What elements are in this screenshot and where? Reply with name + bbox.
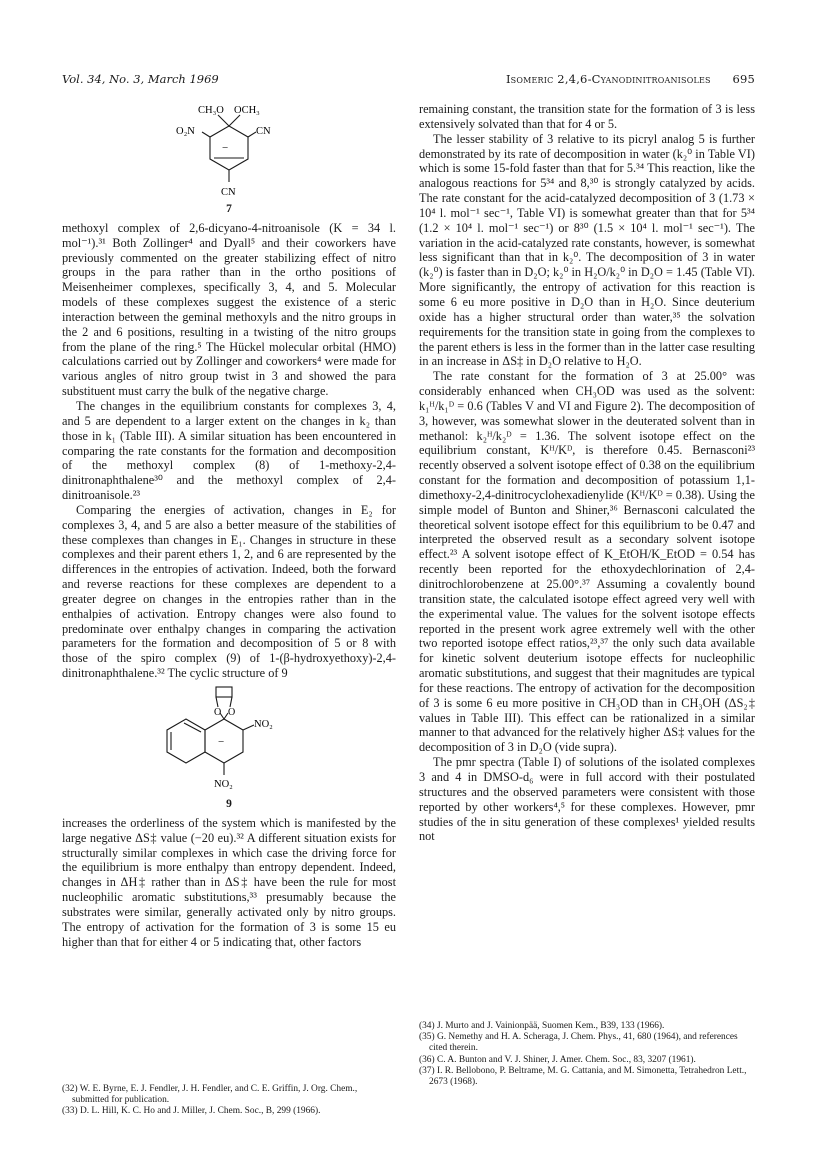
- substituent-o2n: O₂N: [176, 126, 195, 137]
- paragraph: The changes in the equilibrium constants for complexes 3, 4, and 5 are dependent to a larger extent on the changes in k₂ than those in k₁ (Table III). A similar situation has been encountered in comparing the rate constants for the formation and decomposition of the methoxyl complex (8) of 1-methoxy-2,4-dinitronaphthalene³⁰ and the methoxyl complex of 2,4-dinitroanisole.²³: [62, 398, 396, 503]
- footnote: (37) I. R. Bellobono, P. Beltrame, M. G. Cattania, and M. Simonetta, Tetrahedron Lett., 2673 (1968).: [419, 1065, 747, 1088]
- header-right: [506, 72, 755, 86]
- footnote: (32) W. E. Byrne, E. J. Fendler, J. H. Fendler, and C. E. Griffin, J. Org. Chem., submitted for publication.: [62, 1084, 358, 1106]
- svg-text:−: −: [222, 142, 229, 154]
- substituent-no2-ortho: NO₂: [254, 719, 273, 730]
- article-title: Isomeric 2,4,6-Cyanodinitroanisoles: [505, 72, 711, 86]
- left-footnotes: [62, 1084, 396, 1118]
- svg-text:−: −: [218, 736, 225, 748]
- footnote: (35) G. Nemethy and H. A. Scheraga, J. Chem. Phys., 41, 680 (1964), and references cited therein.: [419, 1032, 738, 1054]
- right-column: [419, 102, 755, 844]
- running-header: [62, 72, 755, 90]
- paragraph: remaining constant, the transition state for the formation of 3 is less extensively solvated than that for 4 or 5.: [419, 102, 755, 131]
- paragraph: Comparing the energies of activation, changes in E₂ for complexes 3, 4, and 5 are also a better measure of the stabilities of these complexes than changes in E₁. Changes in structure in these complexes and their parent ethers 1, 2, and 6 are represented by the differences in the entropies of activation. Indeed, both the forward and reverse reactions for these complexes are dependent to a greater degree on changes in the entropies rather than in the enthalpies of activation. Entropy changes were also found to predominate over enthalpy changes in comparing the activation parameters for the formation and decomposition of 5 or 8 with those of the spiro complex (9) of 1-(β-hydroxyethoxy)-2,4-dinitronaphthalene.³² The cyclic structure of 9: [62, 502, 396, 681]
- paragraph: methoxyl complex of 2,6-dicyano-4-nitroanisole (K = 34 l. mol⁻¹).³¹ Both Zollinger⁴ and Dyall⁵ and their coworkers have previously commented on the greater stabilizing effect of nitro groups in the para rather than in the ortho positions of Meisenheimer complexes, specifically 3, 4, and 5. Molecular models of these complexes suggest the existence of a steric interaction between the geminal methoxyls and the nitro groups in the 2 and 6 positions, resulting in a twisting of the nitro groups from the plane of the ring.⁵ The Hückel molecular orbital (HMO) calculations carried out by Zollinger and coworkers⁴ were made for various angles of nitro group twist in 3 and showed the para substituent must carry the bulk of the negative charge.: [62, 220, 396, 399]
- paragraph: increases the orderliness of the system which is manifested by the large negative ΔS‡ value (−20 eu).³² A different situation exists for structurally similar complexes in which case the driving force for the equilibrium is more enthalpy than entropy dependent. Indeed, changes in ΔH‡ rather than in ΔS‡ have been the rule for most nucleophilic aromatic substitutions,³³ presumably because the substrates were similar, generally activated only by nitro groups. The entropy of activation for the formation of 3 is some 15 eu higher than that for either 4 or 5 indicating that, other factors: [62, 815, 396, 949]
- page-number: 695: [732, 72, 755, 86]
- svg-text:O: O: [228, 707, 236, 718]
- substituent-ch3o: CH₃O: [198, 105, 224, 116]
- structure-7-label: 7: [226, 203, 232, 215]
- substituent-cn-para: CN: [221, 187, 236, 198]
- substituent-no2-para: NO₂: [214, 779, 233, 790]
- footnote: (34) J. Murto and J. Vainionpää, Suomen Kem., B39, 133 (1966).: [419, 1021, 665, 1031]
- footnote: (33) D. L. Hill, K. C. Ho and J. Miller, J. Chem. Soc., B, 299 (1966).: [62, 1106, 321, 1117]
- journal-volume: Vol. 34, No. 3, March 1969: [62, 72, 219, 86]
- footnote: (36) C. A. Bunton and V. J. Shiner, J. Amer. Chem. Soc., 83, 3207 (1961).: [419, 1054, 696, 1065]
- svg-text:O: O: [214, 707, 222, 718]
- structure-9-label: 9: [226, 798, 232, 810]
- paragraph: The pmr spectra (Table I) of solutions of the isolated complexes 3 and 4 in DMSO-d₆ were in full accord with their postulated structures and the observed parameters were consistent with those reported by other workers⁴,⁵ for these complexes. However, pmr studies of the in situ generation of these complexes¹ yielded results not: [419, 755, 755, 844]
- structure-9: [154, 685, 304, 797]
- structure-7: [164, 102, 294, 202]
- left-column: [62, 102, 396, 949]
- substituent-cn-ortho: CN: [256, 126, 271, 137]
- substituent-och3: OCH₃: [234, 105, 260, 116]
- paragraph: The lesser stability of 3 relative to its picryl analog 5 is further demonstrated by its rate of decomposition in water (k₂⁰ in Table VI) which is some 15-fold faster than that for 5.³⁴ This reaction, like the analogous reactions for 5³⁴ and 8,³⁰ is strongly catalyzed by acids. The rate constant for the acid-catalyzed decomposition of 3 (1.73 × 10⁴ l. mol⁻¹ sec⁻¹, Table VI) is somewhat greater than that for 5³⁴ (1.2 × 10⁴ l. mol⁻¹ sec⁻¹) or 8³⁰ (1.5 × 10⁴ l. mol⁻¹ sec⁻¹). The variation in the acid-catalyzed rate constants, however, is somewhat less significant than that in k₂⁰. The decomposition of 3 in water (k₂⁰) is faster than in D₂O; k₂⁰ in H₂O/k₂⁰ in D₂O = 1.45 (Table VI). More significantly, the entropy of activation for this reaction is some 6 eu more positive in D₂O than in H₂O. Since deuterium oxide has a higher structural order than water,³⁵ the solvation requirements for the transition state in going from the complexes to the parent ethers is less in the former than in the latter case resulting in an increase in ΔS‡ in D₂O relative to H₂O.: [419, 131, 755, 369]
- right-footnotes: [419, 1021, 755, 1088]
- paragraph: The rate constant for the formation of 3 at 25.00° was considerably enhanced when CH₃OD was used as the solvent: k₁ᴴ/k₁ᴰ = 0.6 (Tables V and VI and Figure 2). The decomposition of 3, however, was somewhat slower in the deuterated solvent than in methanol: k₂ᴴ/k₂ᴰ = 1.36. The solvent isotope effect on the equilibrium constant, Kᴴ/Kᴰ, is therefore 0.45. Bernasconi²³ recently observed a solvent isotope effect of 0.38 on the equilibrium constant for the formation and decomposition of potassium 1,1-dimethoxy-2,4-dinitrocyclohexadienylide (Kᴴ/Kᴰ = 0.38). Using the simple model of Bunton and Shiner,³⁶ Bernasconi calculated the theoretical solvent isotope effect for this equilibrium to be 0.47 and interpreted the observed result as a secondary solvent isotope effect.²³ A solvent isotope effect of K_EtOH/K_EtOD = 0.54 has recently been reported for the ethoxydechlorination of 2,4-dinitrochlorobenzene at 25.00°.³⁷ Assuming a covalently bound transition state, the calculated isotope effect agreed very well with the experimental value. The values for the solvent isotope effects reported in the present work agree extremely well with the other two reported isotope effect ratios,²³,³⁷ the only such data available for kinetic solvent deuterium isotope effects for nucleophilic aromatic substitutions, and suggest that their magnitudes are typical for these reactions. The entropy of activation for the decomposition of 3 is some 6 eu more positive in CH₃OD than in CH₃OH (ΔS₂‡ values in Table III). This effect can be rationalized in a similar manner to that advanced for the relatively higher ΔS‡ values for the decomposition of 3 in D₂O (vide supra).: [419, 369, 755, 755]
